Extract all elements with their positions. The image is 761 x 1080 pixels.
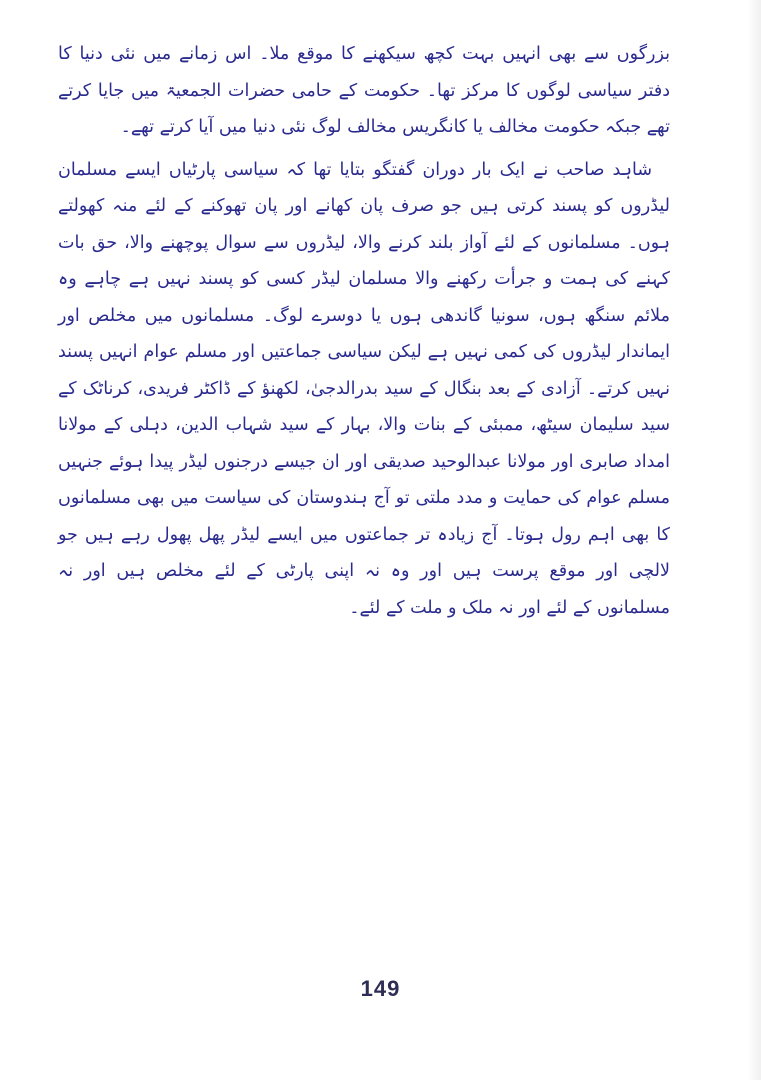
page-edge-shadow bbox=[747, 0, 761, 1080]
paragraph-2: شاہد صاحب نے ایک بار دوران گفتگو بتایا تھا کہ سیاسی پارٹیاں ایسے مسلمان لیڈروں کو پسند کرتی ہیں جو صرف پان کھانے اور پان تھوکنے کے لئے منہ کھولتے ہوں۔ مسلمانوں کے لئے آواز بلند کرنے والا، لیڈروں سے سوال پوچھنے والا، حق بات کہنے کی ہمت و جرأت رکھنے والا مسلمان لیڈر کسی کو پسند نہیں ہے چاہے وہ ملائم سنگھ ہوں، سونیا گاندھی ہوں یا دوسرے لوگ۔ مسلمانوں میں مخلص اور ایماندار لیڈروں کی کمی نہیں ہے لیکن سیاسی جماعتیں اور مسلم عوام انہیں پسند نہیں کرتے۔ آزادی کے بعد بنگال کے سید بدرالدجیٰ، لکھنؤ کے ڈاکٹر فریدی، کرناٹک کے سید سلیمان سیٹھ، ممبئی کے بنات والا، بہار کے سید شہاب الدین، دہلی کے مولانا امداد صابری اور مولانا عبدالوحید صدیقی اور ان جیسے درجنوں لیڈر پیدا ہوئے جنہیں مسلم عوام کی حمایت و مدد ملتی تو آج ہندوستان کی سیاست میں بھی مسلمانوں کا بھی اہم رول ہوتا۔ آج زیادہ تر جماعتوں میں ایسے لیڈر پھل پھول رہے ہیں جو لالچی اور موقع پرست ہیں اور وہ نہ اپنی پارٹی کے لئے مخلص ہیں اور نہ مسلمانوں کے لئے اور نہ ملک و ملت کے لئے۔ bbox=[58, 159, 670, 618]
page-number: 149 bbox=[360, 976, 401, 1001]
body-text bbox=[58, 36, 670, 626]
paragraph-1: بزرگوں سے بھی انہیں بہت کچھ سیکھنے کا موقع ملا۔ اس زمانے میں نئی دنیا کا دفتر سیاسی لوگوں کا مرکز تھا۔ حکومت کے حامی حضرات الجمعیۃ میں جایا کرتے تھے جبکہ حکومت مخالف یا کانگریس مخالف لوگ نئی دنیا میں آیا کرتے تھے۔ bbox=[58, 44, 670, 137]
